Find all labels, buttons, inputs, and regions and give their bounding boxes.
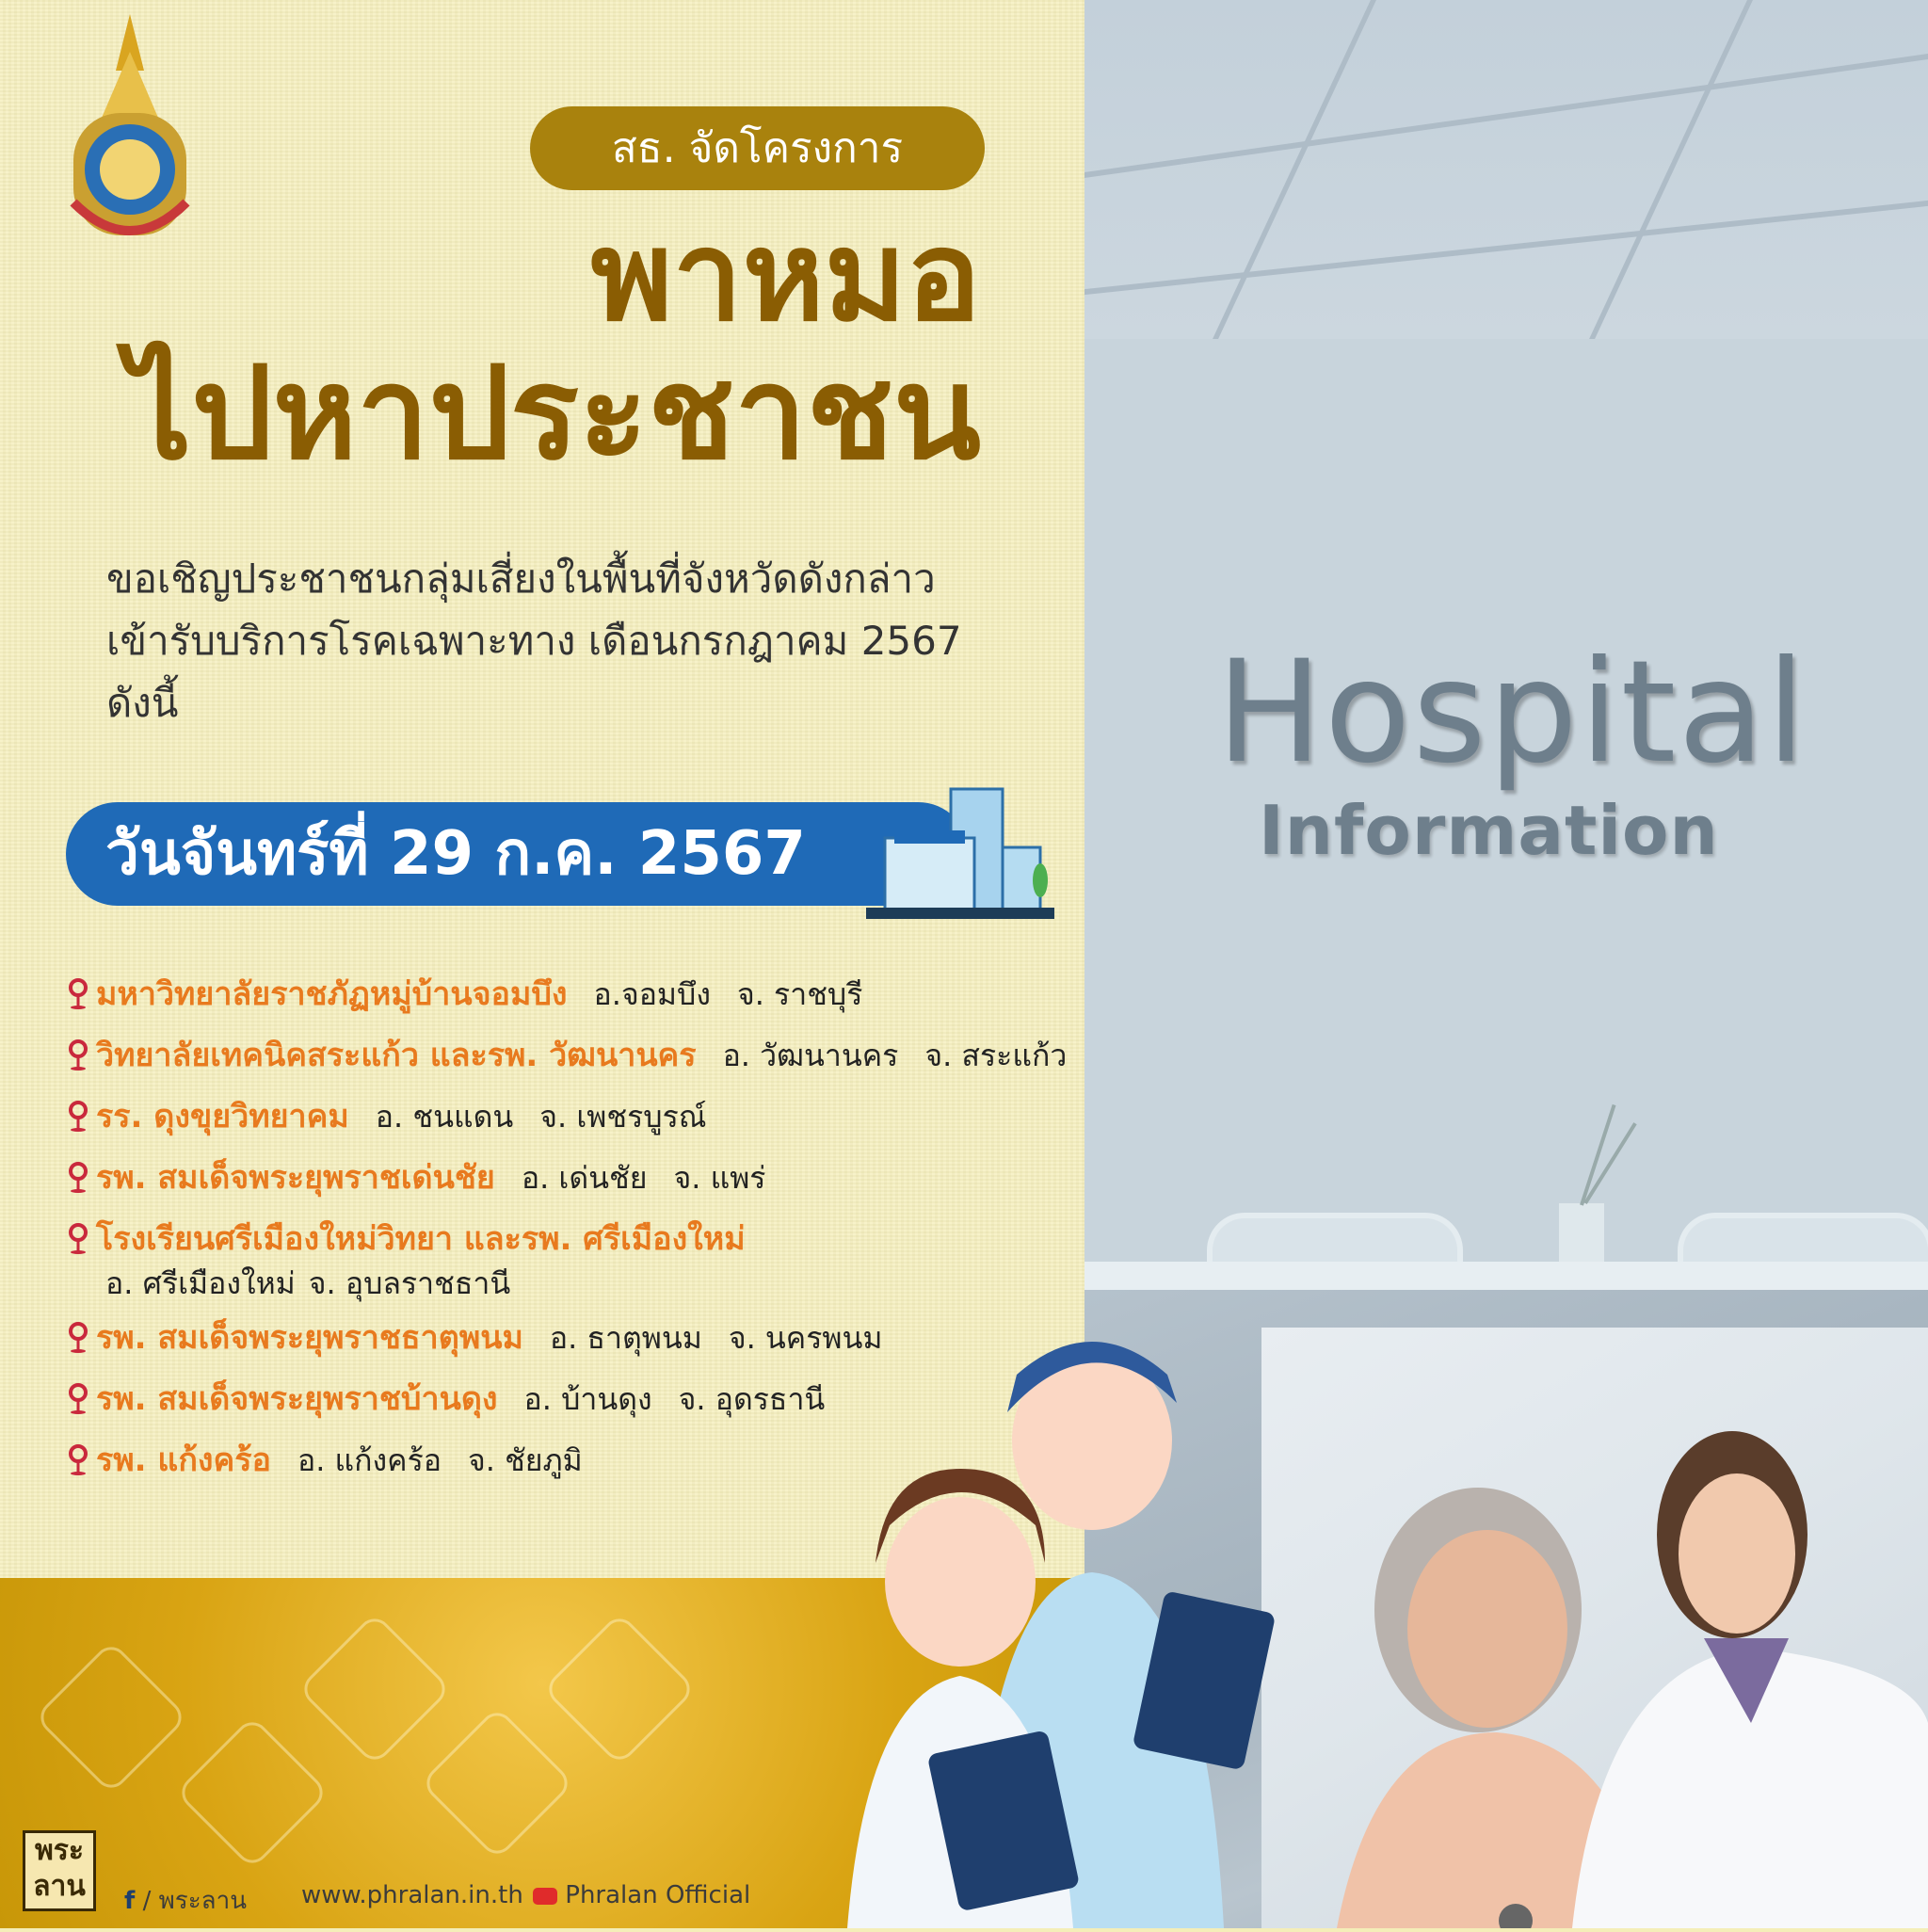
doctor-patient-illustration — [1261, 1328, 1928, 1928]
youtube-link[interactable] — [533, 1881, 750, 1909]
location-pin-icon — [68, 1383, 88, 1415]
location-name: วิทยาลัยเทคนิคสระแก้ว และรพ. วัฒนานคร — [96, 1037, 697, 1074]
intro-line: ขอเชิญประชาชนกลุ่มเสี่ยงในพื้นที่จังหวัดดังกล่าว — [106, 555, 936, 602]
headline-line1: พาหมอ — [590, 204, 981, 349]
location-province: จ. อุดรธานี — [678, 1381, 826, 1417]
location-province: จ. อุบลราชธานี — [308, 1265, 511, 1301]
decor-hex — [297, 1612, 452, 1766]
location-item — [68, 1029, 1067, 1080]
location-province: จ. แพร่ — [673, 1160, 766, 1196]
headline-line2: ไปหาประชาชน — [126, 340, 981, 489]
location-item — [68, 1213, 746, 1264]
location-province: จ. นครพนม — [728, 1320, 883, 1356]
ceiling-line — [1589, 0, 1753, 339]
location-name: มหาวิทยาลัยราชภัฏหมู่บ้านจอมบึง — [96, 975, 568, 1013]
location-province: จ. ชัยภูมิ — [467, 1442, 583, 1478]
counter-top — [1084, 1262, 1928, 1290]
facebook-icon: f — [124, 1887, 136, 1915]
location-district: อ. บ้านดุง — [523, 1381, 652, 1417]
location-detail — [105, 1260, 510, 1308]
location-district: อ.จอมบึง — [593, 976, 711, 1012]
ceiling-line — [1213, 0, 1376, 339]
location-name: รพ. แก้งคร้อ — [96, 1441, 271, 1479]
location-item — [68, 1090, 706, 1141]
doctor-patient-photo — [1261, 1328, 1928, 1928]
decor-hex — [420, 1706, 574, 1860]
location-district: อ. ศรีเมืองใหม่ — [105, 1265, 296, 1301]
location-district: อ. วัฒนานคร — [722, 1038, 899, 1073]
footer-logo: พระลาน — [23, 1830, 96, 1911]
facebook-label: / พระลาน — [142, 1887, 247, 1915]
location-province: จ. ราชบุรี — [736, 976, 863, 1012]
youtube-label: Phralan Official — [565, 1881, 751, 1909]
location-item — [68, 1312, 882, 1362]
location-item — [68, 1151, 765, 1202]
ceiling — [1084, 0, 1928, 339]
location-pin-icon — [68, 1322, 88, 1354]
location-pin-icon — [68, 1162, 88, 1194]
location-name: รพ. สมเด็จพระยุพราชบ้านดุง — [96, 1380, 498, 1418]
decor-hex — [542, 1612, 697, 1766]
location-pin-icon — [68, 1444, 88, 1476]
sign-title: Hospital — [1216, 631, 1808, 795]
location-item — [68, 1373, 825, 1424]
location-district: อ. แก้งคร้อ — [297, 1442, 442, 1478]
youtube-icon — [533, 1888, 557, 1905]
date-banner: วันจันทร์ที่ 29 ก.ค. 2567 — [66, 802, 970, 906]
location-name: รร. ดุงขุยวิทยาคม — [96, 1098, 349, 1135]
location-province: จ. เพชรบูรณ์ — [539, 1099, 707, 1135]
facebook-link[interactable] — [124, 1881, 247, 1920]
location-pin-icon — [68, 978, 88, 1010]
cartoon-doctors-illustration — [847, 1299, 1318, 1928]
ceiling-line — [1084, 54, 1928, 178]
ceiling-line — [1084, 201, 1928, 295]
location-district: อ. ธาตุพนม — [549, 1320, 702, 1356]
location-district: อ. ชนแดน — [375, 1099, 514, 1135]
intro-line: ดังนี้ — [106, 680, 179, 726]
intro-text — [106, 548, 1048, 734]
intro-line: เข้ารับบริการโรคเฉพาะทาง เดือนกรกฎาคม 2567 — [106, 618, 962, 664]
location-pin-icon — [68, 1039, 88, 1071]
vase — [1559, 1203, 1604, 1269]
location-name: รพ. สมเด็จพระยุพราชเด่นชัย — [96, 1159, 495, 1197]
location-province: จ. สระแก้ว — [924, 1038, 1068, 1073]
location-district: อ. เด่นชัย — [521, 1160, 648, 1196]
location-item — [68, 1434, 583, 1485]
hospital-building-icon — [866, 781, 1054, 923]
decor-hex — [34, 1640, 188, 1795]
location-name: โรงเรียนศรีเมืองใหม่วิทยา และรพ. ศรีเมืองใหม่ — [96, 1220, 746, 1258]
sign-subtitle: Information — [1259, 791, 1719, 870]
header-pill: สธ. จัดโครงการ — [530, 106, 985, 190]
location-name: รพ. สมเด็จพระยุพราชธาตุพนม — [96, 1319, 523, 1357]
decor-hex — [175, 1715, 329, 1870]
location-pin-icon — [68, 1223, 88, 1255]
location-item — [68, 968, 862, 1019]
website-link[interactable]: www.phralan.in.th — [301, 1881, 523, 1909]
location-pin-icon — [68, 1101, 88, 1133]
